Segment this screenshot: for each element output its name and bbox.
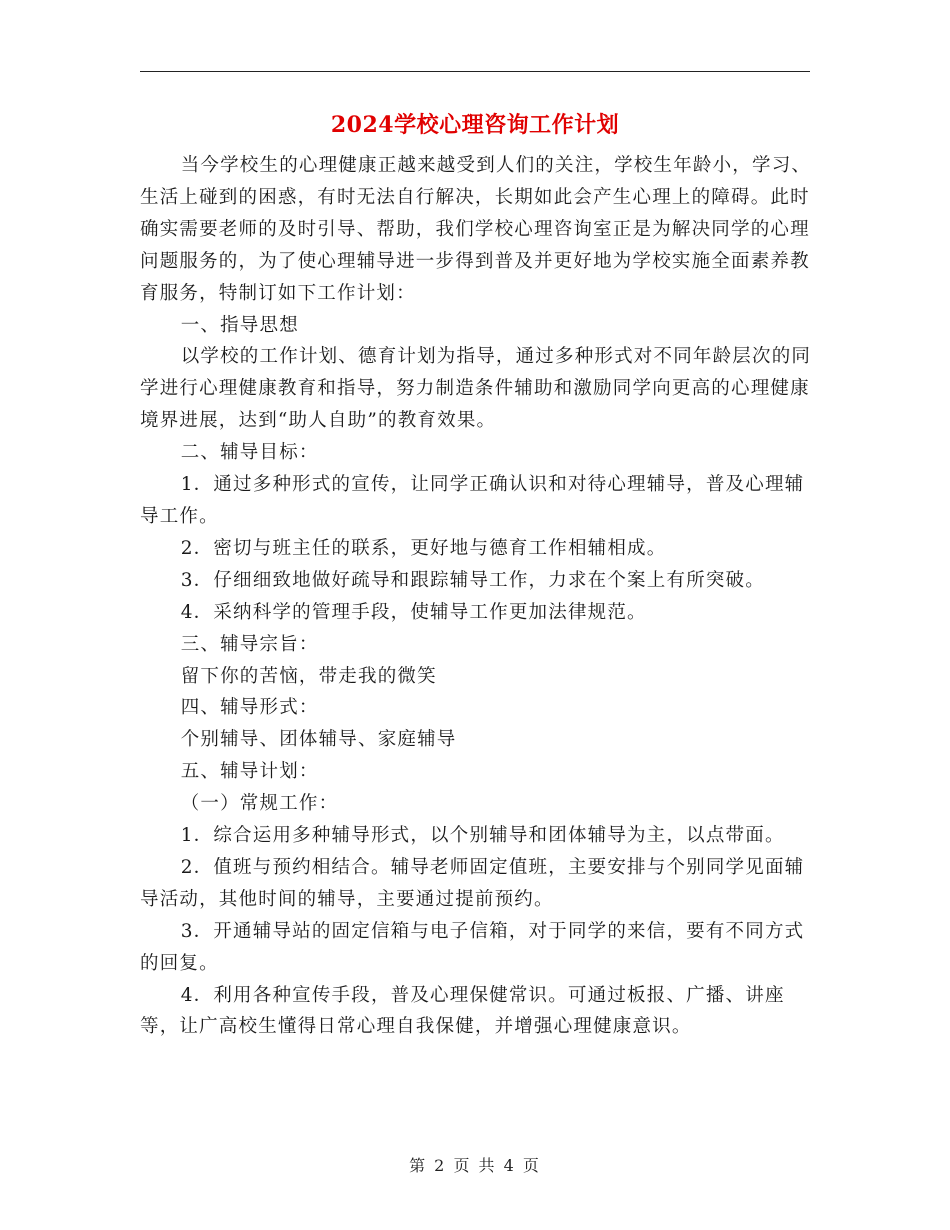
plan-item-4: 4．利用各种宣传手段，普及心理保健常识。可通过板报、广播、讲座等，让广高校生懂得日常心理自我保健，并增强心理健康意识。 (140, 984, 785, 1038)
goal-item-1: 1．通过多种形式的宣传，让同学正确认识和对待心理辅导，普及心理辅导工作。 (140, 474, 805, 527)
document-title: 2024学校心理咨询工作计划 (330, 112, 620, 138)
goal-item-4: 4．采纳科学的管理手段，使辅导工作更加法律规范。 (180, 601, 647, 623)
header-rule (140, 71, 810, 72)
section-heading-4: 四、辅导形式： (180, 697, 319, 719)
section-heading-3: 三、辅导宗旨： (180, 633, 319, 655)
goal-item-2: 2．密切与班主任的联系，更好地与德育工作相辅相成。 (180, 537, 667, 559)
section-heading-2: 二、辅导目标： (180, 442, 319, 464)
paragraph-guiding-idea: 以学校的工作计划、德育计划为指导，通过多种形式对不同年龄层次的同学进行心理健康教育和指导，努力制造条件辅助和激励同学向更高的心理健康境界进展，达到“助人自助”的教育效果。 (140, 346, 812, 432)
subsection-heading-routine: （一）常规工作： (180, 793, 339, 815)
page-footer: 第 2 页 共 4 页 (409, 1156, 541, 1175)
paragraph-motto: 留下你的苦恼，带走我的微笑 (180, 665, 437, 687)
plan-item-3: 3．开通辅导站的固定信箱与电子信箱，对于同学的来信，要有不同方式的回复。 (140, 920, 805, 974)
paragraph-forms: 个别辅导、团体辅导、家庭辅导 (180, 729, 457, 751)
plan-item-2: 2．值班与预约相结合。辅导老师固定值班，主要安排与个别同学见面辅导活动，其他时间的辅导，主要通过提前预约。 (140, 856, 805, 910)
section-heading-1: 一、指导思想 (180, 314, 299, 336)
plan-item-1: 1．综合运用多种辅导形式，以个别辅导和团体辅导为主，以点带面。 (180, 825, 785, 847)
section-heading-5: 五、辅导计划： (180, 761, 319, 783)
document-body (140, 150, 820, 1043)
goal-item-3: 3．仔细细致地做好疏导和跟踪辅导工作，力求在个案上有所突破。 (180, 569, 765, 591)
paragraph-intro: 当今学校生的心理健康正越来越受到人们的关注，学校生年龄小，学习、生活上碰到的困惑，有时无法自行解决，长期如此会产生心理上的障碍。此时确实需要老师的及时引导、帮助，我们学校心理咨询室正是为解决同学的心理问题服务的，为了使心理辅导进一步得到普及并更好地为学校实施全面素养教育服务，特制订如下工作计划： (140, 155, 812, 304)
